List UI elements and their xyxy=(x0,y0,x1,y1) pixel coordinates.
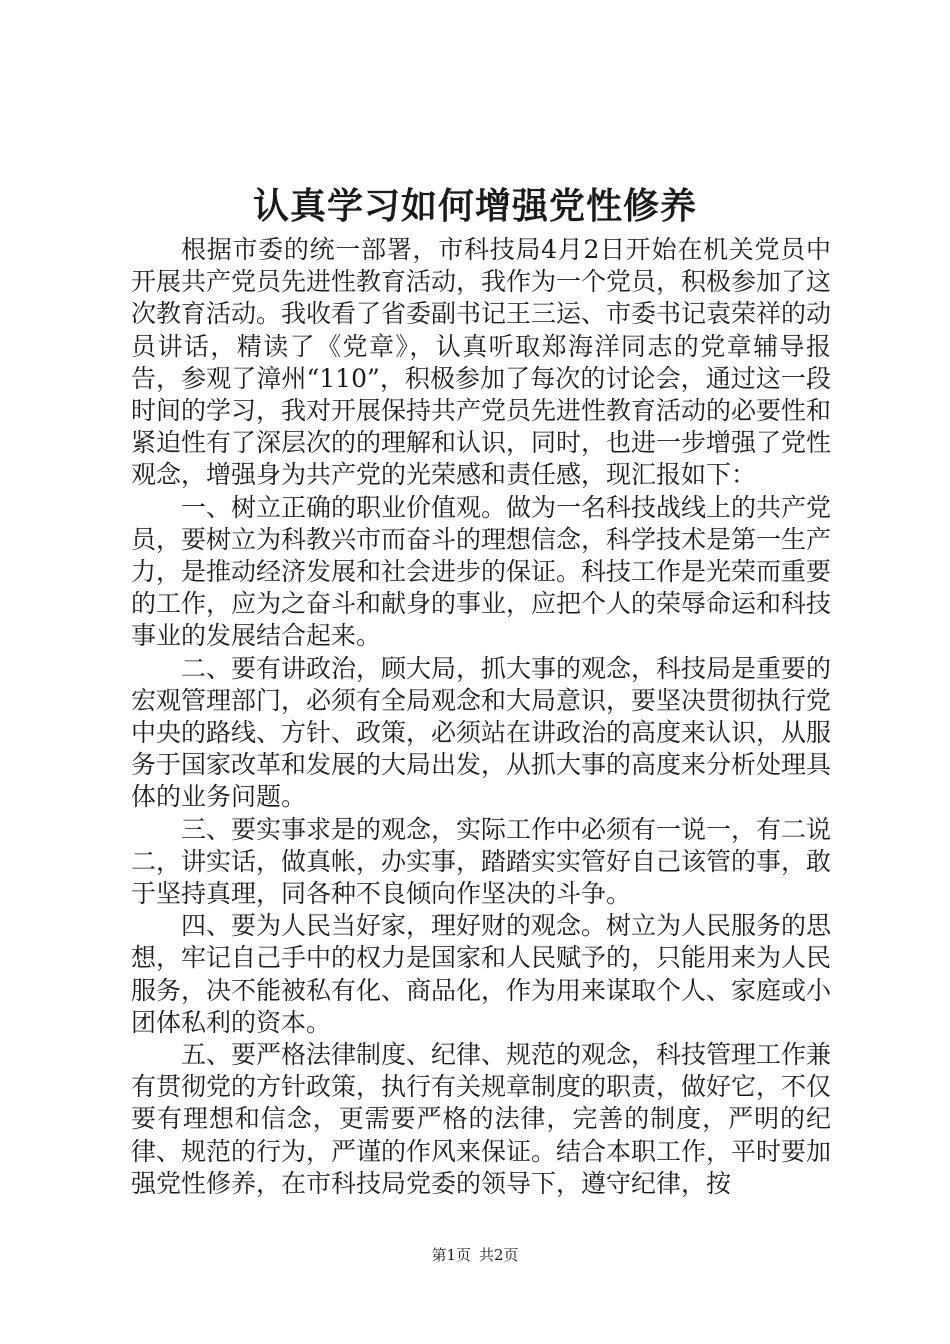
paragraph-point-1: 一、树立正确的职业价值观。做为一名科技战线上的共产党员，要树立为科教兴市而奋斗的理想信念，科学技术是第一生产力，是推动经济发展和社会进步的保证。科技工作是光荣而重要的工作，应为之奋斗和献身的事业，应把个人的荣辱命运和科技事业的发展结合起来。 xyxy=(131,492,832,651)
page-number-total: 共2页 xyxy=(479,1246,519,1264)
paragraph-point-5: 五、要严格法律制度、纪律、规范的观念，科技管理工作兼有贯彻党的方针政策，执行有关规章制度的职责，做好它，不仅要有理想和信念，更需要严格的法律，完善的制度，严明的纪律、规范的行为，严谨的作风来保证。结合本职工作，平时要加强党性修养，在市科技局党委的领导下，遵守纪律，按 xyxy=(131,1040,832,1198)
page-footer xyxy=(0,1245,950,1265)
document-body xyxy=(131,234,831,1200)
paragraph-point-2: 二、要有讲政治，顾大局，抓大事的观念，科技局是重要的宏观管理部门，必须有全局观念和大局意识，要坚决贯彻执行党中央的路线、方针、政策，必须站在讲政治的高度来认识，从服务于国家改革和发展的大局出发，从抓大事的高度来分析处理具体的业务问题。 xyxy=(131,653,832,812)
paragraph-intro: 根据市委的统一部署，市科技局4月2日开始在机关党员中开展共产党员先进性教育活动，我作为一个党员，积极参加了这次教育活动。我收看了省委副书记王三运、市委书记袁荣祥的动员讲话，精读了《党章》，认真听取郑海洋同志的党章辅导报告，参观了漳州“110”，积极参加了每次的讨论会，通过这一段时间的学习，我对开展保持共产党员先进性教育活动的必要性和紧迫性有了深层次的的理解和认识，同时，也进一步增强了党性观念，增强身为共产党的光荣感和责任感，现汇报如下： xyxy=(131,235,832,490)
page-number-current: 第1页 xyxy=(431,1246,471,1264)
document-title: 认真学习如何增强党性修养 xyxy=(252,185,697,227)
paragraph-point-3: 三、要实事求是的观念，实际工作中必须有一说一，有二说二，讲实话，做真帐，办实事，踏踏实实管好自己该管的事，敢于坚持真理，同各种不良倾向作坚决的斗争。 xyxy=(131,814,832,909)
paragraph-point-4: 四、要为人民当好家，理好财的观念。树立为人民服务的思想，牢记自己手中的权力是国家和人民赋予的，只能用来为人民服务，决不能被私有化、商品化，作为用来谋取个人、家庭或小团体私利的资本。 xyxy=(131,911,832,1037)
